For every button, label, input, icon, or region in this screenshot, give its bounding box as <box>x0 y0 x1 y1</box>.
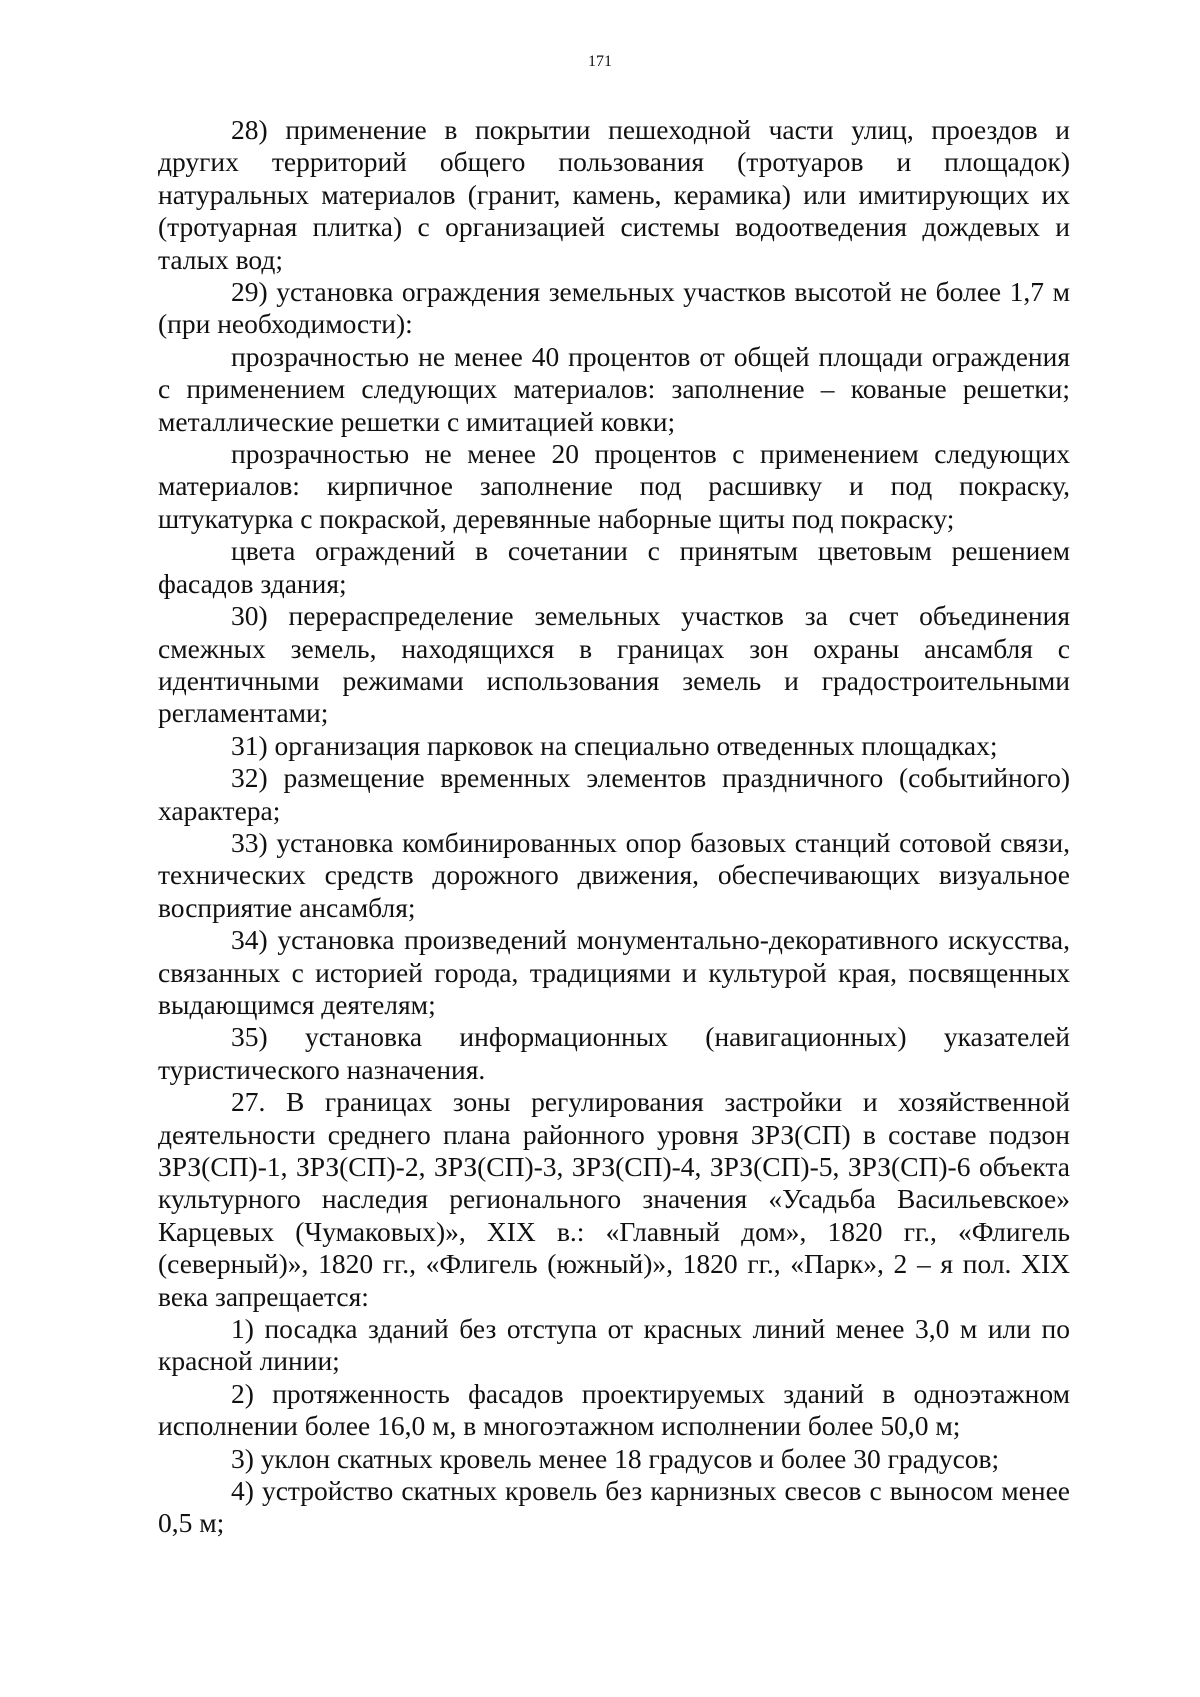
paragraph-section-27: 27. В границах зоны регулирования застройки и хозяйственной деятельности среднего плана районного уровня ЗРЗ(СП) в составе подзон ЗРЗ(СП)-1, ЗРЗ(СП)-2, ЗРЗ(СП)-3, ЗРЗ(СП)-4, ЗРЗ(СП)-5, ЗРЗ(СП)-6 объекта культурного наследия регионального значения «Усадьба Васильевское» Карцевых (Чумаковых)», XIX в.: «Главный дом», 1820 гг., «Флигель (северный)», 1820 гг., «Флигель (южный)», 1820 гг., «Парк», 2 – я пол. XIX века запрещается: <box>158 1086 1070 1312</box>
paragraph-fence-transparency-20: прозрачностью не менее 20 процентов с применением следующих материалов: кирпичное заполнение под расшивку и под покраску, штукатурка с покраской, деревянные наборные щиты под покраску; <box>158 438 1070 534</box>
paragraph-prohibition-2: 2) протяженность фасадов проектируемых зданий в одноэтажном исполнении более 16,0 м, в многоэтажном исполнении более 50,0 м; <box>158 1377 1070 1442</box>
paragraph-item-28: 28) применение в покрытии пешеходной части улиц, проездов и других территорий общего пользования (тротуаров и площадок) натуральных материалов (гранит, камень, керамика) или имитирующих их (тротуарная плитка) с организацией системы водоотведения дождевых и талых вод; <box>158 114 1070 275</box>
paragraph-item-33: 33) установка комбинированных опор базовых станций сотовой связи, технических средств дорожного движения, обеспечивающих визуальное восприятие ансамбля; <box>158 826 1070 923</box>
paragraph-prohibition-1: 1) посадка зданий без отступа от красных линий менее 3,0 м или по красной линии; <box>158 1313 1070 1377</box>
body-text <box>158 114 1070 1540</box>
page-number: 171 <box>588 53 612 70</box>
paragraph-item-29: 29) установка ограждения земельных участков высотой не более 1,7 м (при необходимости): <box>158 276 1070 340</box>
paragraph-item-31: 31) организация парковок на специально отведенных площадках; <box>231 729 998 761</box>
paragraph-item-30: 30) перераспределение земельных участков за счет объединения смежных земель, находящихся в границах зон охраны ансамбля с идентичными режимами использования земель и градостроительными регламентами; <box>158 600 1070 729</box>
paragraph-item-35: 35) установка информационных (навигационных) указателей туристического назначения. <box>158 1021 1070 1085</box>
paragraph-prohibition-4: 4) устройство скатных кровель без карнизных свесов с выносом менее 0,5 м; <box>158 1475 1070 1539</box>
paragraph-fence-transparency-40: прозрачностью не менее 40 процентов от общей площади ограждения с применением следующих материалов: заполнение – кованые решетки; металлические решетки с имитацией ковки; <box>158 340 1070 437</box>
paragraph-prohibition-3: 3) уклон скатных кровель менее 18 градусов и более 30 градусов; <box>231 1442 1000 1474</box>
paragraph-item-34: 34) установка произведений монументально-декоративного искусства, связанных с историей города, традициями и культурой края, посвященных выдающимся деятелям; <box>158 924 1070 1020</box>
paragraph-item-32: 32) размещение временных элементов праздничного (событийного) характера; <box>158 762 1070 826</box>
paragraph-fence-colors: цвета ограждений в сочетании с принятым цветовым решением фасадов здания; <box>158 535 1070 599</box>
